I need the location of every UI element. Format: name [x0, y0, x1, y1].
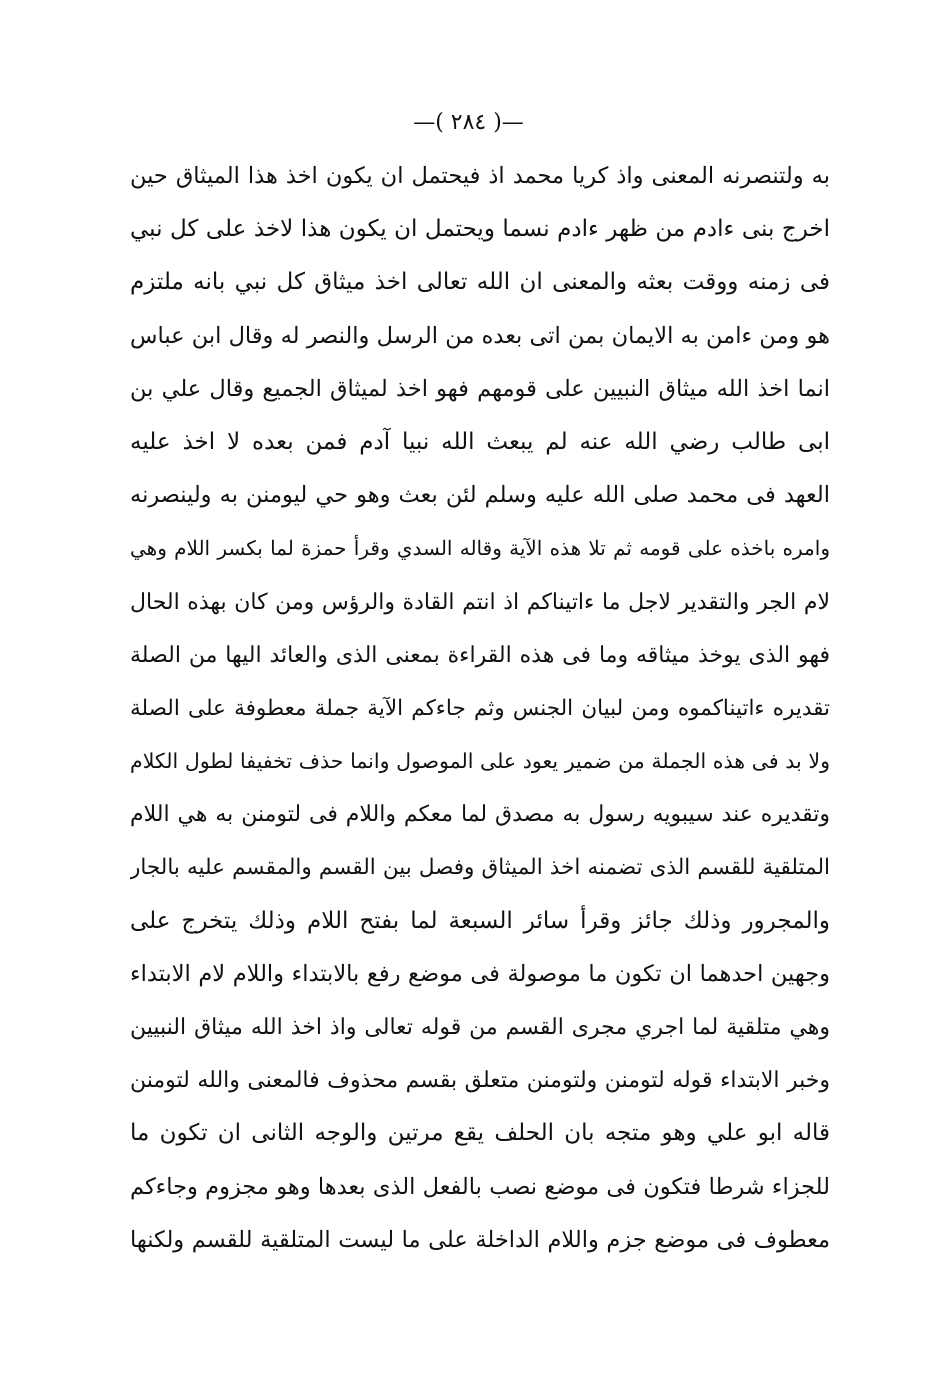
text-line: فى زمنه ووقت بعثه والمعنى ان الله تعالى اخذ ميثاق كل نبي بانه ملتزم	[130, 269, 830, 296]
text-line: لام الجر والتقدير لاجل ما ءاتيناكم اذ انتم القادة والرؤس ومن كان بهذه الحال	[130, 589, 830, 615]
text-line: انما اخذ الله ميثاق النبيين على قومهم فهو اخذ لميثاق الجميع وقال علي بن	[130, 375, 830, 402]
text-line: وجهين احدهما ان تكون ما موصولة فى موضع رفع بالابتداء واللام لام الابتداء	[130, 960, 830, 987]
text-line: وامره باخذه على قومه ثم تلا هذه الآية وقاله السدي وقرأ حمزة لما بكسر اللام وهي	[130, 536, 830, 561]
text-line: العهد فى محمد صلى الله عليه وسلم لئن بعث وهو حي ليومنن به ولينصرنه	[130, 482, 830, 509]
page-number: —( ٢٨٤ )—	[413, 110, 524, 135]
text-line: ابى طالب رضي الله عنه لم يبعث الله نبيا آدم فمن بعده لا اخذ عليه	[130, 428, 830, 455]
body-text	[130, 150, 830, 1267]
text-line: وتقديره عند سيبويه رسول به مصدق لما معكم واللام فى لتومنن به هي اللام	[130, 802, 830, 828]
text-line: هو ومن ءامن به الايمان بمن اتى بعده من الرسل والنصر له وقال ابن عباس	[130, 322, 830, 349]
text-line: والمجرور وذلك جائز وقرأ سائر السبعة لما بفتح اللام وذلك يتخرج على	[130, 907, 830, 934]
text-line: قاله ابو علي وهو متجه بان الحلف يقع مرتين والوجه الثانى ان تكون ما	[130, 1120, 830, 1147]
text-line: معطوف فى موضع جزم واللام الداخلة على ما ليست المتلقية للقسم ولكنها	[130, 1226, 830, 1253]
text-line: وخبر الابتداء قوله لتومنن ولتومنن متعلق بقسم محذوف فالمعنى والله لتومنن	[130, 1068, 830, 1094]
text-line: ولا بد فى هذه الجملة من ضمير يعود على الموصول وانما حذف تخفيفا لطول الكلام	[130, 749, 830, 774]
text-line: تقديره ءاتيناكموه ومن لبيان الجنس وثم جاءكم الآية جملة معطوفة على الصلة	[130, 695, 830, 721]
text-line: به ولتنصرنه المعنى واذ كريا محمد اذ فيحتمل ان يكون اخذ هذا الميثاق حين	[130, 163, 830, 189]
text-line: اخرج بنى ءادم من ظهر ءادم نسما ويحتمل ان يكون هذا لاخذ على كل نبي	[130, 216, 830, 243]
text-line: للجزاء شرطا فتكون فى موضع نصب بالفعل الذى بعدها وهو مجزوم وجاءكم	[130, 1173, 830, 1200]
text-line: فهو الذى يوخذ ميثاقه وما فى هذه القراءة بمعنى الذى والعائد اليها من الصلة	[130, 642, 830, 668]
text-line: المتلقية للقسم الذى تضمنه اخذ الميثاق وفصل بين القسم والمقسم عليه بالجار	[130, 855, 830, 881]
text-line: وهي متلقية لما اجري مجرى القسم من قوله تعالى واذ اخذ الله ميثاق النبيين	[130, 1015, 830, 1040]
